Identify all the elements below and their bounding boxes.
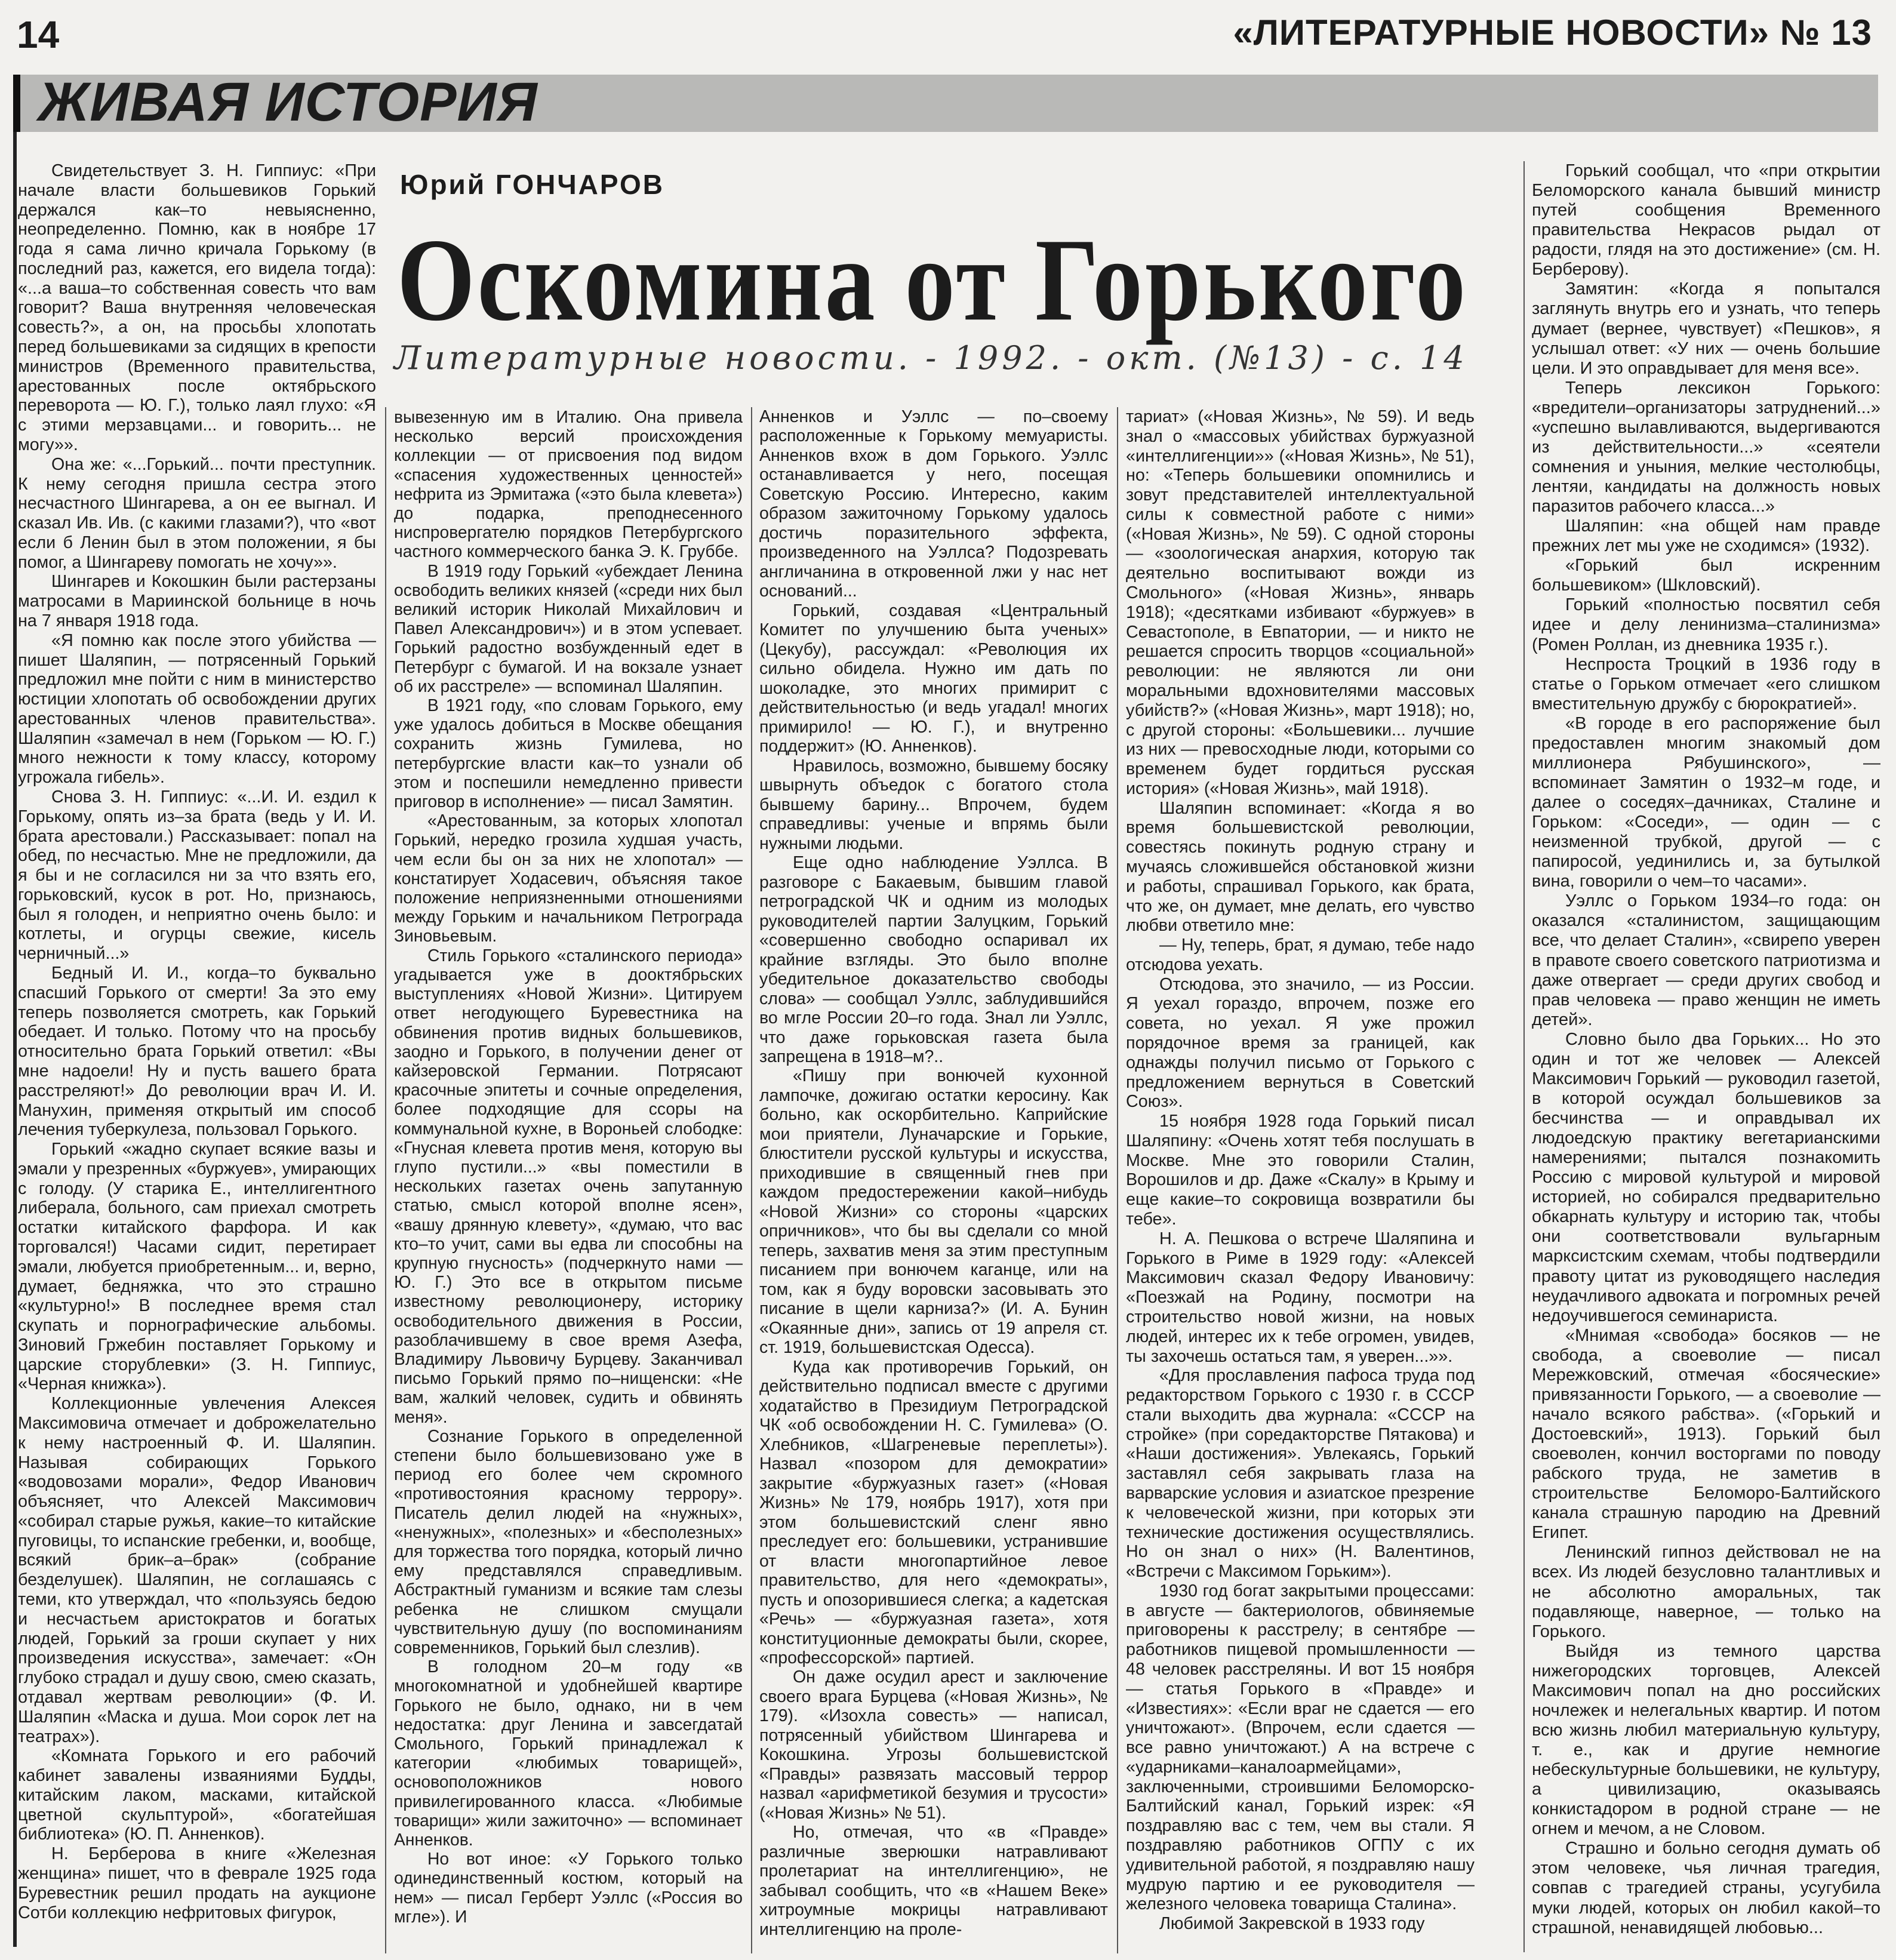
paragraph: Шаляпин: «на общей нам правде прежних лет мы уже не сходимся» (1932). (1532, 516, 1880, 556)
paragraph: Любимой Закревской в 1933 году (1159, 1914, 1425, 1934)
column-divider (385, 407, 386, 1953)
paragraph: Ленинский гипноз действовал не на всех. Из людей безусловно талантливых и не абсолютно аморальных, так подавляюще, наверное, — только на Горького. (1532, 1543, 1880, 1641)
paragraph: Выйдя из темного царства нижегородских торговцев, Алексей Максимович попал на дно российских ночлежек и нелегальных квартир. И потом всю жизнь любил материальную культуру, т. е., как и другие немногие небескультурные большевики, не культуру, а цивилизацию, оказываясь конкистадором в родной стране — не огнем и мечом, а не Словом. (1532, 1641, 1880, 1839)
paragraph: Горький «полностью посвятил себя идее и делу ленинизма–сталинизма» (Ромен Роллан, из дневника 1935 г.). (1532, 595, 1880, 654)
paragraph: «Арестованным, за которых хлопотал Горький, нередко грозила худшая участь, чем если бы он за них не хлопотал» — констатирует Ходасевич, объясняя такое положение неприязненными отношениями между Горьким и начальником Петрограда Зиновьевым. (394, 811, 743, 946)
paragraph: вывезенную им в Италию. Она привела несколько версий происхождения коллекции — от присвоения под видом «спасения художественных ценностей» нефрита из Эрмитажа («это была клевета») до подарка, преподнесенного ниспровергателю порядков Петербургского частного коммерческого банка Э. К. Груббе. (394, 407, 743, 561)
paragraph: Еще одно наблюдение Уэллса. В разговоре с Бакаевым, бывшим главой петроградской ЧК и одним из молодых руководителей партии Залуцким, Горький «совершенно свободно оспаривал их крайние взгляды. Это было вполне убедительное доказательство свободы слова» — сообщал Уэллс, заблудившийся во мгле России 20–го года. Знал ли Уэллс, что даже горьковская газета была запрещена в 1918–м?.. (759, 853, 1108, 1066)
paragraph: Он даже осудил арест и заключение своего врага Бурцева («Новая Жизнь», № 179). «Изохла совесть» — написал, потрясенный убийством Шингарева и Кокошкина. Угрозы большевистской «Правды» развязать массовый террор назвал «арифметикой безумия и трусости» («Новая Жизнь» № 51). (759, 1667, 1108, 1823)
paragraph: Анненков и Уэллс — по–своему расположенные к Горькому мемуаристы. Анненков вхож в дом Горького. Уэллс останавливается у него, посещая Советскую Россию. Интересно, каким образом зажиточному Горькому удалось достичь поразительного эффекта, произведенного на Уэллса? Подозревать англичанина в откровенной лжи у нас нет оснований... (759, 407, 1108, 601)
paragraph: «Горький был искренним большевиком» (Шкловский). (1532, 556, 1880, 595)
page-number: 14 (17, 13, 60, 56)
paragraph: «В городе в его распоряжение был предоставлен многим знакомый дом миллионера Рябушинского», — вспоминает Замятин о 1932–м годе, и далее о соседях–дачниках, Сталине и Горьком: «Соседи», — один — с неизменной трубкой, другой — с папиросой, уединились и, за бутылкой вина, говорили о чем–то часами». (1532, 713, 1880, 891)
paragraph: Стиль Горького «сталинского периода» угадывается уже в дооктябрьских выступлениях «Новой Жизни». Цитируем ответ негодующего Буревестника на обвинения против видных большевиков, заодно и Горького, в получении денег от кайзеровской Германии. Потрясают красочные эпитеты и сочные определения, более подходящие для ссоры на коммунальной кухне, в Вороньей слободке: «Гнусная клевета против меня, которую вы глупо пустили...» «вы поместили в нескольких газетах очень запутанную статью, смысл которой вполне ясен», «вашу дрянную клевету», «думаю, что вас кто–то учит, сами вы едва ли способны на крупную гнусность» (подчеркнуто нами — Ю. Г.) Это все в открытом письме известному революционеру, историку освободительного движения в России, разоблачившему в свое время Азефа, Владимиру Львовичу Бурцеву. Заканчивал письмо Горький прямо по–нищенски: «Не вам, жалкий человек, судить и обвинять меня». (394, 945, 743, 1426)
paragraph: Шингарев и Кокошкин были растерзаны матросами в Мариинской больнице в ночь на 7 января 1918 года. (18, 572, 376, 630)
paragraph: Отсюдова, это значило, — из России. Я уехал гораздо, впрочем, позже его совета, но уехал. Я уже прожил порядочное время за границей, как однажды получил письмо от Горького с предложением вернуться в Советский Союз». (1126, 974, 1475, 1112)
paragraph: Коллекционные увлечения Алексея Максимовича отмечает и доброжелательно к нему настроенный Ф. И. Шаляпин. Называя собирающих Горького «водовозами морали», Федор Иванович объясняет, что Алексей Максимович «собирал старые ружья, какие–то китайские пуговицы, то испанские гребенки, и, вообще, всякий брик–а–брак» (собрание безделушек). Шаляпин, не соглашаясь с теми, кто утверждал, что «пользуясь бедою и несчастьем аристократов и богатых людей, Горький за гроши скупает у них произведения искусства», замечает: «Он глубоко страдал и душу свою, смею сказать, отдавал жертвам революции» (Ф. И. Шаляпин «Маска и душа. Мои сорок лет на театрах»). (18, 1394, 376, 1746)
text-column-4 (1126, 407, 1475, 1934)
paragraph: «Пишу при вонючей кухонной лампочке, дожигаю остатки керосину. Как больно, как оскорбительно. Каприйские мои приятели, Луначарские и Горькие, блюстители русской культуры и искусства, приходившие в священный гнев при каждом предостережении какой–нибудь «Новой Жизни» со стороны «царских опричников», что бы вы сделали со мной теперь, захватив меня за этим преступным писанием при вонючем каганце, или на том, как я буду воровски засовывать это писание в щели карниза?» (И. А. Бунин «Окаянные дни», запись от 19 апреля ст. ст. 1919, большевистская Одесса). (759, 1066, 1108, 1358)
paragraph: Нравилось, возможно, бывшему босяку швырнуть объедок с богатого стола бывшему барину... Впрочем, будем справедливы: ученые и впрямь были нужными людьми. (759, 756, 1108, 853)
column-divider (1523, 161, 1525, 1952)
paragraph: Бедный И. И., когда–то буквально спасший Горького от смерти! За это ему теперь позволяется смотреть, как Горький обедает. И только. Потому что на просьбу относительно брата Горький ответил: «Вы мне надоели! Ну и пусть вашего брата расстреляют!» До революции врач И. И. Манухин, применяя открытый им способ лечения туберкулеза, пользовал Горького. (18, 964, 376, 1140)
paragraph: Сознание Горького в определенной степени было большевизовано уже в период его более чем скромного «противостояния красному террору». Писатель делил людей на «нужных», «ненужных», «полезных» и «бесполезных» для торжества того порядка, который лично ему представлялся справедливым. Абстрактный гуманизм и всякие там слезы ребенка не слишком смущали чувствительную душу (по воспоминаниям современников, Горький был слезлив). (394, 1426, 743, 1657)
paragraph: Страшно и больно сегодня думать об этом человеке, чья личная трагедия, совпав с трагедией страны, усугубила муки людей, которых он любил какой–то страшной, ненавидящей любовью... (1532, 1839, 1880, 1937)
paragraph: Она же: «...Горький... почти преступник. К нему сегодня пришла сестра этого несчастного Шингарева, а он ее выгнал. И сказал Ив. Ив. (с какими глазами?), что «вот если б Ленин был в этом положении, я бы помог, а Шингареву помогать не хочу»». (18, 454, 376, 572)
paragraph: «Я помню как после этого убийства — пишет Шаляпин, — потрясенный Горький предложил мне пойти с ним в министерство юстиции хлопотать об освобождении других арестованных членов правительства». Шаляпин «замечал в нем (Горьком — Ю. Г.) много нежности к тому классу, которому угрожала гибель». (18, 630, 376, 787)
paragraph: «Комната Горького и его рабочий кабинет завалены изваяниями Будды, китайским лаком, масками, китайской цветной скульптурой», «богатейшая библиотека» (Ю. П. Анненков). (18, 1746, 376, 1844)
paragraph: Уэллс о Горьком 1934–го года: он оказался «сталинистом, защищающим все, что делает Сталин», «свирепо уверен в правоте своего советского патриотизма и даже отвергает — среди других свобод и прав человека — право женщин не иметь детей». (1532, 891, 1880, 1029)
paragraph: В голодном 20–м году «в многокомнатной и удобнейшей квартире Горького не было, однако, ни в чем недостатка: друг Ленина и завсегдатай Смольного, Горький принадлежал к категории «любимых товарищей», основоположников нового привилегированного класса. «Любимые товарищи» жили зажиточно» — вспоминает Анненков. (394, 1657, 743, 1850)
column-divider (1117, 407, 1118, 1953)
paragraph: Свидетельствует З. Н. Гиппиус: «При начале власти большевиков Горький держался как–то невыясненно, неопределенно. Помню, как в ноябре 17 года я сама лично кричала Горькому (в последний раз, кажется, его видела тогда): «...а ваша–то собственная совесть что вам говорит? Ваша внутренняя человеческая совесть?», а он, на просьбы хлопотать перед большевиками за сидящих в крепости министров (Временного правительства, арестованных после октябрьского переворота — Ю. Г.), только лаял глухо: «Я с этими мерзавцами... и говорить... не могу»». (18, 161, 376, 454)
text-column-2 (394, 407, 743, 1926)
paragraph: Куда как противоречив Горький, он действительно подписал вместе с другими ходатайство в Президиум Петроградской ЧК «об освобождении Н. С. Гумилева» (О. Хлебников, «Шагреневые переплеты»). Назвал «позором для демократии» закрытие «буржуазных газет» («Новая Жизнь» № 179, ноябрь 1917), хотя при этом большевистский сленг явно преследует его: большевики, устранившие от власти многопартийное левое правительство, для него «демократы», пусть и опозорившиеся слегка; а кадетская «Речь» — «буржуазная газета», хотя конституционные демократы были, скорее, «профессорской» партией. (759, 1357, 1108, 1667)
paragraph: «Мнимая «свобода» босяков — не свобода, а своеволие — писал Мережковский, отмечая «босяческие» привязанности Горького, — а своеволие — начало всякого рабства». («Горький и Достоевский», 1913). Горький был своеволен, кончил восторгами по поводу рабского труда, не заметив в строительстве Беломоро-Балтийского канала страшную пародию на Древний Египет. (1532, 1325, 1880, 1543)
handwritten-citation: Литературные новости. - 1992. - окт. (№13) - с. 14 (394, 339, 1468, 377)
paragraph: Шаляпин вспоминает: «Когда я во время большевистской революции, совестясь покинуть родную страну и мучаясь сложившейся обстановкой жизни и работы, спрашивал Горького, как брата, что же, он думает, мне делать, его чувство любви ответило мне: (1126, 798, 1475, 936)
paragraph: Горький «жадно скупает всякие вазы и эмали у презренных «буржуев», умирающих с голоду. (У старика Е., интеллигентного либерала, больного, сам приехал смотреть остатки китайского фарфора. И как торговался!) Часами сидит, перетирает эмали, любуется приобретенным... и, верно, думает, бедняжка, что это страшно «культурно!» В последнее время стал скупать и порнографические альбомы. Зиновий Гржебин поставляет Горькому и царские сторублевки» (З. Н. Гиппиус, «Черная книжка»). (18, 1140, 376, 1394)
paragraph: Горький, создавая «Центральный Комитет по улучшению быта ученых» (Цекубу), рассуждал: «Революция их сильно обидела. Нужно им дать по шоколадке, это многих примирит с действительностью (и ведь угадал! многих примирило! — Ю. Г.), и внутренно поддержит» (Ю. Анненков). (759, 601, 1108, 756)
newspaper-masthead: «ЛИТЕРАТУРНЫЕ НОВОСТИ» № 13 (1233, 13, 1872, 53)
paragraph: тариат» («Новая Жизнь», № 59). И ведь знал о «массовых убийствах буржуазной «интеллигенции»» («Новая Жизнь», № 51), но: «Теперь большевики опомнились и зовут представителей интеллектуальной силы к совместной работе с ними» («Новая Жизнь», № 59). С одной стороны — «зоологическая анархия, которую так деятельно воспитывают вожди из Смольного» («Новая Жизнь», январь 1918); «десятками избивают «буржуев» в Севастополе, в Евпатории, — и никто не решается спросить творцов «социальной» революции: не являются ли они моральными вдохновителями массовых убийств?» («Новая Жизнь», март 1918); но, с другой стороны: «Большевики... лучшие из них — превосходные люди, которыми со временем будет гордиться русская история» («Новая Жизнь», май 1918). (1126, 407, 1475, 798)
paragraph: Теперь лексикон Горького: «вредители–организаторы затруднений...» «успешно вылавливаются, выдергиваются из действительности...» «сеятели сомнения и уныния, мелкие честолюбцы, лентяи, кандидаты на должность новых паразитов рабочего класса...» (1532, 378, 1880, 516)
rubric-bar (13, 72, 1878, 133)
text-column-3 (759, 407, 1108, 1939)
paragraph: — Ну, теперь, брат, я думаю, тебе надо отсюдова уехать. (1126, 936, 1475, 974)
left-border-rule (13, 132, 17, 1947)
paragraph: 15 ноября 1928 года Горький писал Шаляпину: «Очень хотят тебя послушать в Москве. Мне это говорили Сталин, Ворошилов и др. Даже «Скалу» в Крыму и еще какие–то сокровища возвратили бы тебе». (1126, 1112, 1475, 1229)
paragraph: «Для прославления пафоса труда под редакторством Горького с 1930 г. в СССР стали выходить два журнала: «СССР на стройке» (при соредакторстве Пятакова) и «Наши достижения». Увлекаясь, Горький заставлял себя закрывать глаза на варварские условия и азиатское презрение к человеческой жизни, при которых эти технические достижения осуществлялись. Но он знал о них» (Н. Валентинов, «Встречи с Максимом Горьким»). (1126, 1366, 1475, 1581)
paragraph: 1930 год богат закрытыми процессами: в августе — бактериологов, обвиняемые приговорены к расстрелу; в сентябре — работников пищевой промышленности — 48 человек расстреляны. И вот 15 ноября — статья Горького в «Правде» и «Известиях»: «Если враг не сдается — его уничтожают». (Впрочем, если сдается — все равно уничтожают.) А на встрече с «ударниками–каналоармейцами», заключенными, строившими Беломорско-Балтийский канал, Горький изрек: «Я поздравляю вас с тем, чем вы стали. Я поздравляю работников ОГПУ с их удивительной работой, я поздравляю нашу мудрую партию и ее руководителя — железного человека товарища Сталина». (1126, 1581, 1475, 1914)
paragraph: Но вот иное: «У Горького только одинединственный костюм, который на нем» — писал Герберт Уэллс («Россия во мгле»). И (394, 1849, 743, 1926)
paragraph: Н. А. Пешкова о встрече Шаляпина и Горького в Риме в 1929 году: «Алексей Максимович сказал Федору Ивановичу: «Поезжай на Родину, посмотри на строительство новой жизни, на новых людей, интерес их к тебе огромен, увидев, ты захочешь остаться там, я уверен...»». (1126, 1229, 1475, 1366)
paragraph: Но, отмечая, что «в «Правде» различные зверюшки натравливают пролетариат на интеллигенцию», не забывал сообщить, что «в «Нашем Веке» хитроумные мокрицы натравливают интеллигенцию на проле- (759, 1823, 1108, 1939)
paragraph: Снова З. Н. Гиппиус: «...И. И. ездил к Горькому, опять из–за брата (ведь у И. И. брата арестовали.) Рассказывает: попал на обед, по несчастью. Мне не предложили, да я бы и не согласился ни за что взять его, горьковский, кусок в рот. Но, признаюсь, был я голоден, и неприятно очень было: и котлеты, и огурцы свежие, кисель черничный...» (18, 787, 376, 964)
rubric-title: ЖИВАЯ ИСТОРИЯ (38, 72, 538, 133)
text-column-1 (18, 161, 376, 1922)
article-author: Юрий ГОНЧАРОВ (400, 169, 664, 200)
text-column-5 (1532, 161, 1880, 1938)
paragraph: Н. Берберова в книге «Железная женщина» пишет, что в феврале 1925 года Буревестник решил продать на аукционе Сотби коллекцию нефритовых фигурок, (18, 1844, 376, 1922)
paragraph: Горький сообщал, что «при открытии Беломорского канала бывший министр путей сообщения Временного правительства Некрасов рыдал от радости, глядя на это достижение» (см. Н. Берберову). (1532, 161, 1880, 279)
column-divider (751, 407, 752, 1953)
paragraph: В 1921 году, «по словам Горького, ему уже удалось добиться в Москве обещания сохранить жизнь Гумилева, но петербургские власти как–то узнали об этом и поспешили немедленно привести приговор в исполнение» — писал Замятин. (394, 696, 743, 811)
paragraph: Неспроста Троцкий в 1936 году в статье о Горьком отмечает «его слишком вместительную дружбу с бюрократией». (1532, 654, 1880, 713)
paragraph: В 1919 году Горький «убеждает Ленина освободить великих князей («среди них был великий историк Николай Михайлович и Павел Александрович») и в этом успевает. Горький радостно возбужденный едет в Петербург с бумагой. И на вокзале узнает об их расстреле» — вспоминал Шаляпин. (394, 561, 743, 696)
paragraph: Замятин: «Когда я попытался заглянуть внутрь его и узнать, что теперь думает (вернее, чувствует) «Пешков», я услышал ответ: «У них — очень большие цели. И это оправдывает для меня все». (1532, 279, 1880, 378)
article-headline: Оскомина от Горького (397, 214, 1469, 346)
paragraph: Словно было два Горьких... Но это один и тот же человек — Алексей Максимович Горький — руководил газетой, в которой осуждал большевиков за бесчинства — и оправдывал их людоедскую практику вегетарианскими намерениями; пытался познакомить Россию с мировой культурой и мировой историей, но собирался предварительно обкарнать культуру и историю так, чтобы они соответствовали вульгарным марксистским схемам, чтобы подтвердили правоту цитат из руководящего наследия неудачливого адвоката и погромных речей недоучившегося семинариста. (1532, 1029, 1880, 1325)
